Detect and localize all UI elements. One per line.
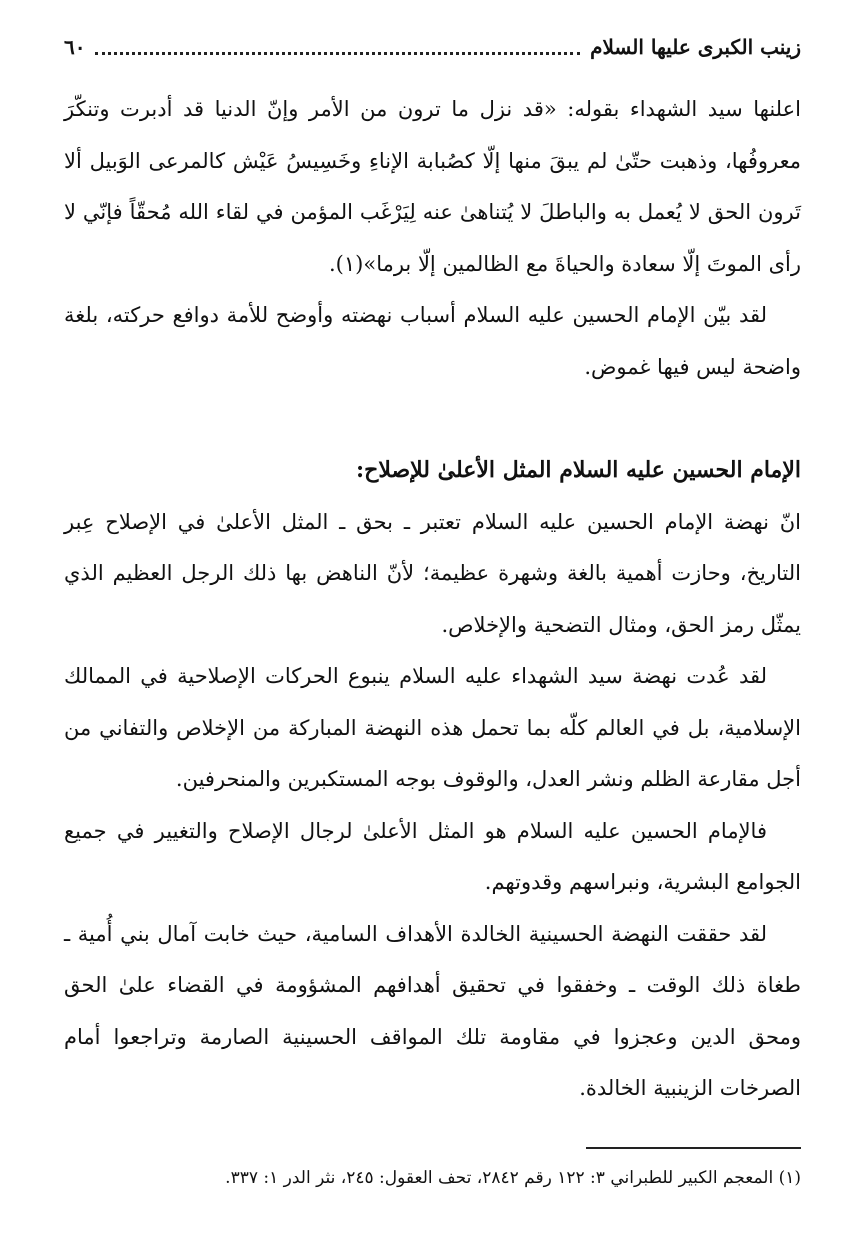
main-text <box>64 84 801 1115</box>
paragraph: فالإمام الحسين عليه السلام هو المثل الأعلىٰ لرجال الإصلاح والتغيير في جميع الجوامع البشرية، ونبراسهم وقدوتهم. <box>64 818 801 894</box>
paragraph: انّ نهضة الإمام الحسين عليه السلام تعتبر ـ بحق ـ المثل الأعلىٰ في الإصلاح عِبر التاريخ، وحازت أهمية بالغة وشهرة عظيمة؛ لأنّ الناهض بها ذلك الرجل العظيم الذي يمثّل رمز الحق، ومثال التضحية والإخلاص. <box>64 509 801 637</box>
paragraph: لقد بيّن الإمام الحسين عليه السلام أسباب نهضته وأوضح للأمة دوافع حركته، بلغة واضحة ليس فيها غموض. <box>64 303 801 379</box>
footnote-separator <box>586 1147 801 1149</box>
section-heading: الإمام الحسين عليه السلام المثل الأعلىٰ للإصلاح: <box>356 457 801 483</box>
paragraph: اعلنها سيد الشهداء بقوله: «قد نزل ما ترون من الأمر وإنّ الدنيا قد أدبرت وتنكّرَ معروفُها، وذهبت حتّىٰ لم يبقَ منها إلّا كصُبابة الإناءِ وخَسِيسُ عَيْش كالمرعى الوَبيل ألا تَرون الحق لا يُعمل به والباطلَ لا يُتناهىٰ عنه لِيَرْغَب المؤمن في لقاء الله مُحقّاً فإنّي لا رأى الموتَ إلّا سعادة والحياةَ مع الظالمين إلّا برما»(١). <box>64 97 801 276</box>
running-header <box>64 30 801 64</box>
footnote: (١) المعجم الكبير للطبراني ٣: ١٢٢ رقم ٢٨٤٢، تحف العقول: ٢٤٥، نثر الدر ١: ٣٣٧. <box>225 1168 801 1188</box>
paragraph: لقد عُدت نهضة سيد الشهداء عليه السلام ينبوع الحركات الإصلاحية في الممالك الإسلامية، بل في العالم كلّه بما تحمل هذه النهضة المباركة من الإخلاص والتفاني من أجل مقارعة الظلم ونشر العدل، والوقوف بوجه المستكبرين والمنحرفين. <box>64 664 801 791</box>
book-title: زينب الكبرى عليها السلام <box>590 35 801 59</box>
page-number: ٦٠ <box>64 35 86 59</box>
paragraph: لقد حققت النهضة الحسينية الخالدة الأهداف السامية، حيث خابت آمال بني أُمية ـ طغاة ذلك الوقت ـ وخفقوا في تحقيق أهدافهم المشؤومة في القضاء علىٰ الحق ومحق الدين وعجزوا في مقاومة تلك المواقف الحسينية الصارمة وتراجعوا أمام الصرخات الزينبية الخالدة. <box>64 921 801 1100</box>
header-dot-leader <box>95 52 580 55</box>
